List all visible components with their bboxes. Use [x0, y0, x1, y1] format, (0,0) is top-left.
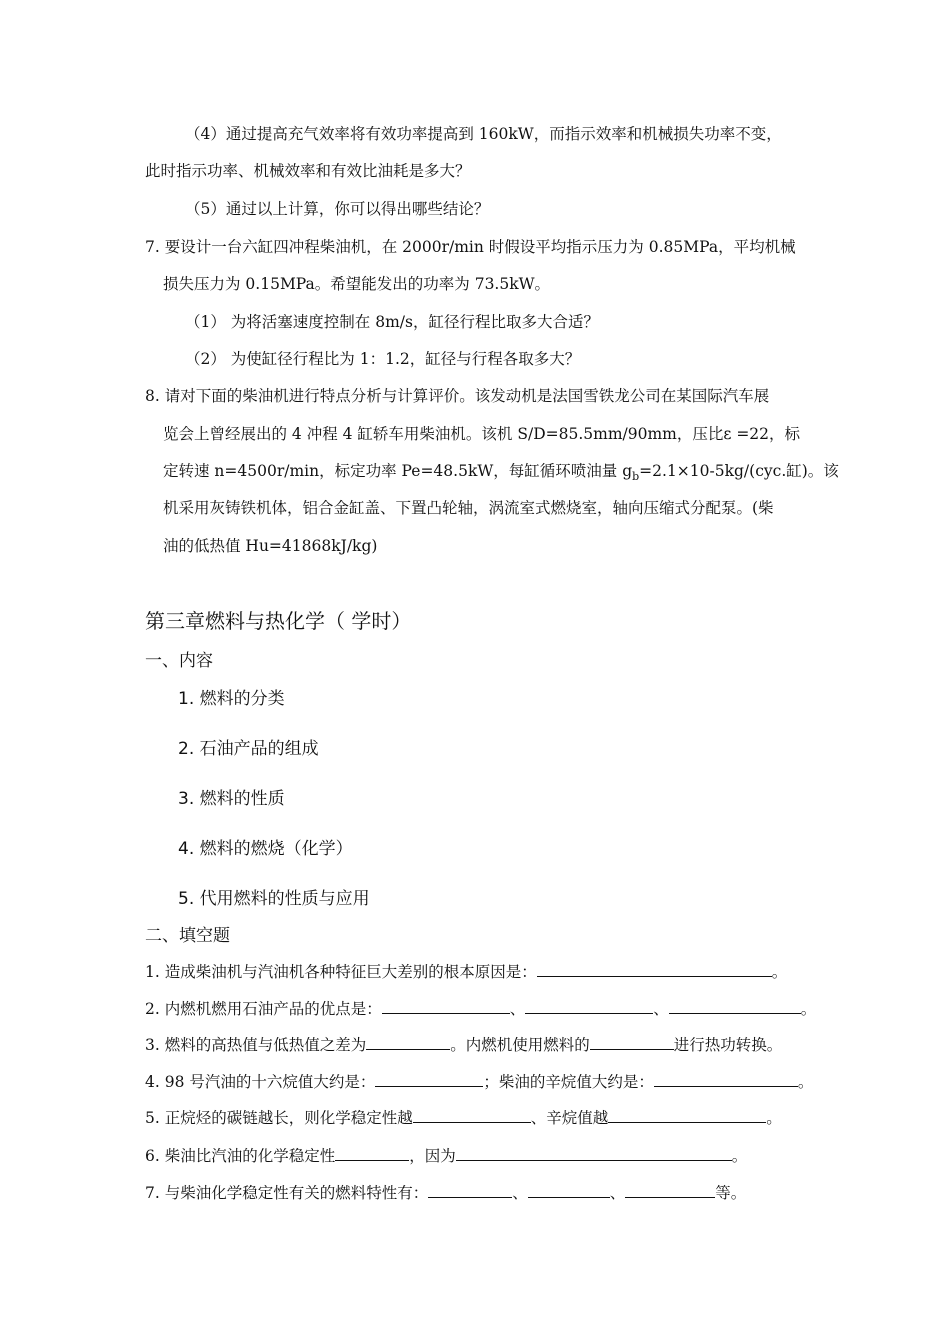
p8-line3-post: =2.1×10-5kg/(cyc.缸)。该	[639, 462, 839, 480]
fill-q2-blank-1[interactable]	[382, 998, 510, 1014]
fill-q5-blank-2[interactable]	[608, 1107, 766, 1123]
fill-q6-blank-2[interactable]	[456, 1145, 732, 1161]
fill-q4-mid: ；柴油的辛烷值大约是：	[483, 1073, 654, 1091]
p8-line4: 机采用灰铸铁机体，铝合金缸盖、下置凸轮轴，涡流室式燃烧室，轴向压缩式分配泵。(柴	[163, 499, 774, 517]
fill-q7	[145, 1182, 746, 1203]
fill-q6-end: 。	[731, 1147, 748, 1165]
fill-q2-end: 。	[800, 1000, 817, 1018]
fill-q7-text: 7. 与柴油化学稳定性有关的燃料特性有：	[145, 1184, 429, 1202]
fill-q1	[145, 961, 787, 982]
content-item-4: 4. 燃料的燃烧（化学）	[178, 839, 353, 859]
fill-q7-blank-1[interactable]	[428, 1182, 512, 1198]
fill-q7-sep1: 、	[512, 1184, 528, 1202]
fill-q1-end: 。	[771, 963, 788, 981]
fill-q3-mid: 。内燃机使用燃料的	[450, 1036, 590, 1054]
fill-q3-text: 3. 燃料的高热值与低热值之差为	[145, 1036, 367, 1054]
fill-q5-text: 5. 正烷烃的碳链越长，则化学稳定性越	[145, 1109, 413, 1127]
content-item-5: 5. 代用燃料的性质与应用	[178, 889, 370, 909]
fill-q4-text: 4. 98 号汽油的十六烷值大约是：	[145, 1073, 376, 1091]
fill-q1-text: 1. 造成柴油机与汽油机各种特征巨大差别的根本原因是：	[145, 963, 537, 981]
fill-q4-blank-2[interactable]	[654, 1071, 798, 1087]
section-content-heading: 一、内容	[145, 651, 213, 671]
p8-line3-sub: b	[632, 470, 640, 483]
p7-line2: 损失压力为 0.15MPa。希望能发出的功率为 73.5kW。	[163, 275, 551, 293]
fill-q6-blank-1[interactable]	[335, 1145, 409, 1161]
q4-line2: 此时指示功率、机械效率和有效比油耗是多大？	[145, 162, 471, 180]
fill-q5-blank-1[interactable]	[413, 1107, 531, 1123]
section-fill-heading: 二、填空题	[145, 926, 230, 946]
fill-q6	[145, 1145, 747, 1166]
content-item-3: 3. 燃料的性质	[178, 789, 285, 809]
fill-q2-sep2: 、	[653, 1000, 669, 1018]
chapter-title: 第三章燃料与热化学（ 学时）	[145, 609, 412, 633]
p8-line5: 油的低热值 Hu=41868kJ/kg)	[163, 537, 378, 555]
p7-sub2: （2） 为使缸径行程比为 1：1.2，缸径与行程各取多大？	[185, 350, 581, 368]
fill-q7-sep2: 、	[609, 1184, 626, 1202]
p8-line1: 8. 请对下面的柴油机进行特点分析与计算评价。该发动机是法国雪铁龙公司在某国际汽车展	[145, 387, 770, 405]
fill-q4-end: 。	[797, 1073, 814, 1091]
fill-q3-blank-1[interactable]	[366, 1034, 450, 1050]
fill-q3	[145, 1034, 782, 1055]
fill-q4	[145, 1071, 813, 1092]
fill-q5-end: 。	[766, 1109, 782, 1127]
fill-q7-end: 等。	[715, 1184, 747, 1202]
fill-q1-blank[interactable]	[537, 961, 772, 977]
fill-q3-end: 进行热功转换。	[673, 1036, 783, 1054]
fill-q5	[145, 1107, 782, 1128]
q4-line1: （4）通过提高充气效率将有效功率提高到 160kW，而指示效率和机械损失功率不变，	[185, 125, 782, 143]
fill-q4-blank-1[interactable]	[375, 1071, 483, 1087]
q5: （5）通过以上计算，你可以得出哪些结论？	[185, 200, 490, 218]
fill-q6-text: 6. 柴油比汽油的化学稳定性	[145, 1147, 336, 1165]
fill-q7-blank-3[interactable]	[625, 1182, 715, 1198]
content-item-2: 2. 石油产品的组成	[178, 739, 319, 759]
fill-q5-mid: 、辛烷值越	[530, 1109, 609, 1127]
fill-q2-text: 2. 内燃机燃用石油产品的优点是：	[145, 1000, 382, 1018]
fill-q2-sep1: 、	[509, 1000, 526, 1018]
p8-line3-pre: 定转速 n=4500r/min，标定功率 Pe=48.5kW，每缸循环喷油量 g	[163, 462, 633, 480]
fill-q2-blank-3[interactable]	[669, 998, 801, 1014]
p8-line3	[163, 461, 839, 487]
fill-q3-blank-2[interactable]	[590, 1034, 674, 1050]
fill-q2	[145, 998, 816, 1019]
p7-sub1: （1） 为将活塞速度控制在 8m/s，缸径行程比取多大合适？	[185, 313, 599, 331]
content-item-1: 1. 燃料的分类	[178, 689, 285, 709]
fill-q7-blank-2[interactable]	[528, 1182, 610, 1198]
fill-q2-blank-2[interactable]	[525, 998, 653, 1014]
p7-line1: 7. 要设计一台六缸四冲程柴油机，在 2000r/min 时假设平均指示压力为 0.85MPa，平均机械	[145, 238, 796, 256]
p8-line2: 览会上曾经展出的 4 冲程 4 缸轿车用柴油机。该机 S/D=85.5mm/90mm，压比ε =22，标	[163, 425, 801, 443]
fill-q6-mid: ，因为	[409, 1147, 456, 1165]
